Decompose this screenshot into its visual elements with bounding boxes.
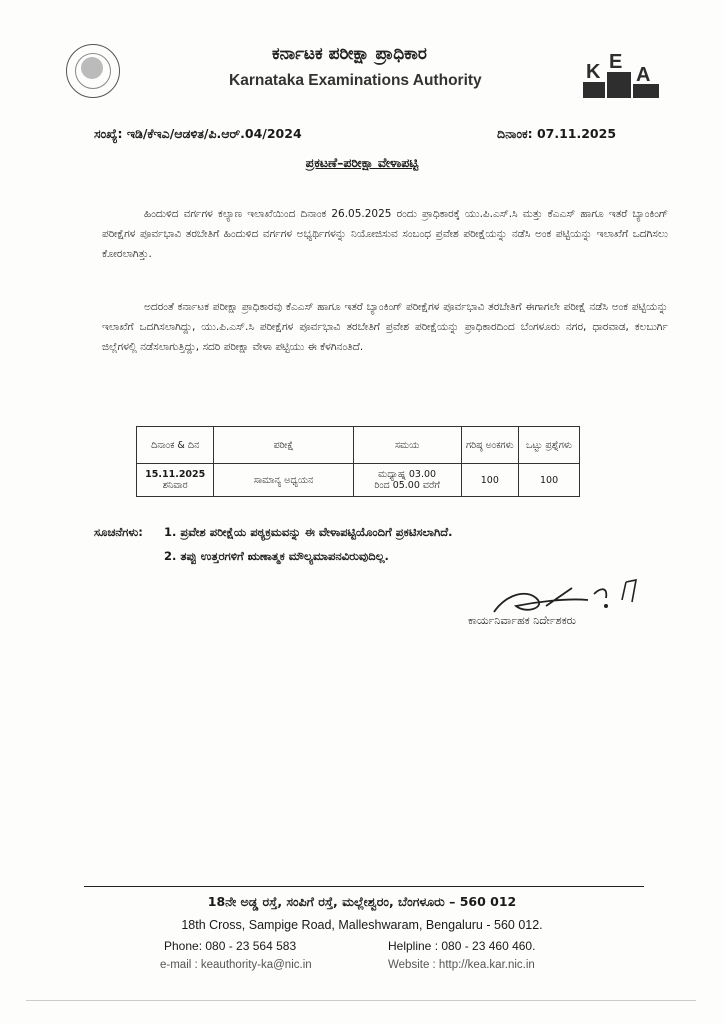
- table-row: [137, 464, 580, 497]
- cell-date-day: [137, 464, 214, 497]
- government-seal-emblem: [66, 44, 120, 98]
- header-time: ಸಮಯ: [353, 427, 461, 464]
- instruction-item: 2. ತಪ್ಪು ಉತ್ತರಗಳಿಗೆ ಋಣಾತ್ಮಕ ಮೌಲ್ಯಮಾಪನವಿರುವುದಿಲ್ಲ.: [164, 549, 389, 563]
- cell-max-marks: 100: [461, 464, 519, 497]
- header-date-day: ದಿನಾಂಕ & ದಿನ: [137, 427, 214, 464]
- address-english: 18th Cross, Sampige Road, Malleshwaram, Bengaluru - 560 012.: [181, 918, 543, 932]
- cell-day: ಶನಿವಾರ: [162, 480, 188, 491]
- email-address: e-mail : keauthority-ka@nic.in: [160, 959, 312, 971]
- document-date: ದಿನಾಂಕ: 07.11.2025: [497, 126, 617, 141]
- instruction-item: ಸೂಚನೆಗಳು: 1. ಪ್ರವೇಶ ಪರೀಕ್ಷೆಯ ಪಠ್ಯಕ್ರಮವನ್ನು ಈ ವೇಳಾಪಟ್ಟಿಯೊಂದಿಗೆ ಪ್ರಕಟಿಸಲಾಗಿದೆ.: [94, 520, 453, 544]
- kea-logo-a: A: [636, 64, 651, 86]
- kea-logo: [583, 50, 659, 98]
- instructions-section: [94, 520, 453, 568]
- cell-time-start: ಮಧ್ಯಾಹ್ನ 03.00: [378, 469, 437, 480]
- address-kannada: 18ನೇ ಅಡ್ಡ ರಸ್ತೆ, ಸಂಪಿಗೆ ರಸ್ತೆ, ಮಲ್ಲೇಶ್ವರಂ, ಬೆಂಗಳೂರು – 560 012: [207, 894, 517, 909]
- body-paragraph: ಹಿಂದುಳಿದ ವರ್ಗಗಳ ಕಲ್ಯಾಣ ಇಲಾಖೆಯಿಂದ ದಿನಾಂಕ 26.05.2025 ರಂದು ಪ್ರಾಧಿಕಾರಕ್ಕೆ ಯು.ಪಿ.ಎಸ್.ಸಿ ಮತ್ತು ಕೆಎಎಸ್ ಹಾಗೂ ಇತರೆ ಬ್ಯಾಂಕಿಂಗ್ ಪರೀಕ್ಷೆಗಳ ಪೂರ್ವಭಾವಿ ತರಬೇತಿಗೆ ಹಿಂದುಳಿದ ವರ್ಗಗಳ ಅಭ್ಯರ್ಥಿಗಳನ್ನು ನಿಯೋಜಿಸುವ ಸಂಬಂಧ ಪ್ರವೇಶ ಪರೀಕ್ಷೆಯನ್ನು ನಡೆಸಿ ಅಂಕ ಪಟ್ಟಿಯನ್ನು ಇಲಾಖೆಗೆ ಒದಗಿಸಲು ಕೋರಲಾಗಿತ್ತು.: [102, 208, 668, 260]
- authority-title-english: Karnataka Examinations Authority: [229, 72, 482, 89]
- footer-divider: [84, 886, 644, 887]
- phone-number: Phone: 080 - 23 564 583: [164, 939, 297, 953]
- exam-schedule-table: [136, 426, 580, 497]
- instructions-label: ಸೂಚನೆಗಳು:: [94, 525, 143, 539]
- helpline-number: Helpline : 080 - 23 460 460.: [388, 939, 536, 953]
- header-max-marks: ಗರಿಷ್ಠ ಅಂಕಗಳು: [461, 427, 519, 464]
- reference-number: ಸಂಖ್ಯೆ: ಇಡಿ/ಕೆಇಎ/ಆಡಳಿತ/ಪಿ.ಆರ್.04/2024: [94, 126, 302, 141]
- table-header-row: [137, 427, 580, 464]
- header-exam: ಪರೀಕ್ಷೆ: [214, 427, 353, 464]
- signatory-designation: ಕಾರ್ಯನಿರ್ವಾಹಕ ನಿರ್ದೇಶಕರು: [468, 614, 576, 627]
- cell-exam: ಸಾಮಾನ್ಯ ಅಧ್ಯಯನ: [214, 464, 353, 497]
- subject-heading: ಪ್ರಕಟಣೆ–ಪರೀಕ್ಷಾ ವೇಳಾಪಟ್ಟಿ: [305, 155, 419, 170]
- page-bottom-line: [26, 1000, 696, 1001]
- website-address: Website : http://kea.kar.nic.in: [388, 959, 535, 971]
- cell-time: [353, 464, 461, 497]
- kea-logo-e: E: [609, 51, 623, 73]
- cell-time-end: ರಿಂದ 05.00 ವರೆಗೆ: [374, 480, 440, 491]
- cell-total-questions: 100: [519, 464, 580, 497]
- cell-date: 15.11.2025: [145, 469, 206, 480]
- kea-logo-k: K: [586, 61, 601, 83]
- header-total-questions: ಒಟ್ಟು ಪ್ರಶ್ನೆಗಳು: [519, 427, 580, 464]
- body-paragraph: ಅದರಂತೆ ಕರ್ನಾಟಕ ಪರೀಕ್ಷಾ ಪ್ರಾಧಿಕಾರವು ಕೆಎಎಸ್ ಹಾಗೂ ಇತರೆ ಬ್ಯಾಂಕಿಂಗ್ ಪರೀಕ್ಷೆಗಳ ಪೂರ್ವಭಾವಿ ತರಬೇತಿಗೆ ಈಗಾಗಲೇ ಪರೀಕ್ಷೆ ನಡೆಸಿ ಅಂಕ ಪಟ್ಟಿಯನ್ನು ಇಲಾಖೆಗೆ ಒದಗಿಸಲಾಗಿದ್ದು, ಯು.ಪಿ.ಎಸ್.ಸಿ ಪರೀಕ್ಷೆಗಳ ಪೂರ್ವಭಾವಿ ತರಬೇತಿಗೆ ಪ್ರವೇಶ ಪರೀಕ್ಷೆಯನ್ನು ಪ್ರಾಧಿಕಾರದಿಂದ ಬೆಂಗಳೂರು ನಗರ, ಧಾರವಾಡ, ಕಲಬುರ್ಗಿ ಜಿಲ್ಲೆಗಳಲ್ಲಿ ನಡೆಸಲಾಗುತ್ತಿದ್ದು, ಸದರಿ ಪರೀಕ್ಷಾ ವೇಳಾ ಪಟ್ಟಿಯು ಈ ಕೆಳಗಿನಂತಿದೆ.: [102, 301, 668, 353]
- authority-title-kannada: ಕರ್ನಾಟಕ ಪರೀಕ್ಷಾ ಪ್ರಾಧಿಕಾರ: [272, 44, 427, 64]
